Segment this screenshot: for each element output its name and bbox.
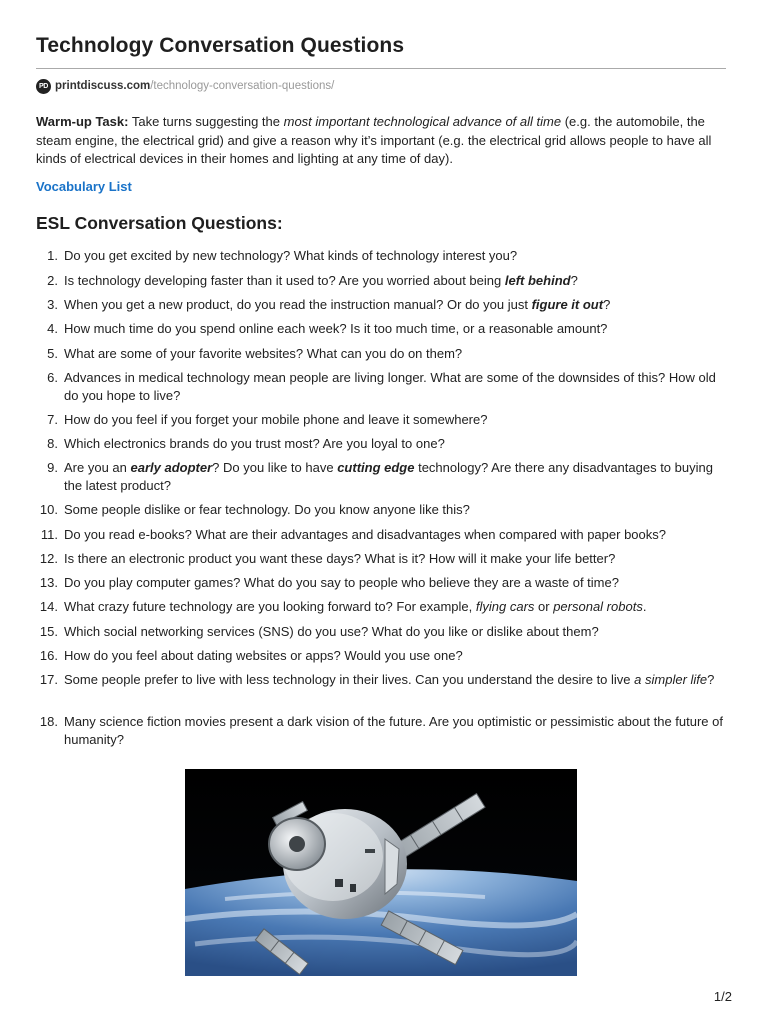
question-number: 14. — [39, 599, 58, 614]
question-number: 1. — [47, 248, 58, 263]
question-item — [36, 671, 726, 689]
question-text: Many science fiction movies present a dark vision of the future. Are you optimistic or pessimistic about the future of humanity? — [64, 714, 723, 747]
question-item — [36, 574, 726, 592]
question-number: 10. — [39, 502, 58, 517]
spacecraft-orbiting-earth-image — [185, 769, 577, 976]
question-text: Are you an early adopter? Do you like to have cutting edge technology? Are there any disadvantages to buying the latest product? — [64, 460, 713, 493]
printdiscuss-logo-icon: PD — [36, 79, 51, 94]
question-item — [36, 411, 726, 429]
vocabulary-list-link[interactable]: Vocabulary List — [36, 179, 132, 194]
question-number: 7. — [47, 412, 58, 427]
question-text: How much time do you spend online each week? Is it too much time, or a reasonable amount? — [64, 321, 608, 336]
question-number: 2. — [47, 273, 58, 288]
question-text: How do you feel about dating websites or apps? Would you use one? — [64, 648, 463, 663]
question-text: Which electronics brands do you trust most? Are you loyal to one? — [64, 436, 445, 451]
question-text: Is technology developing faster than it used to? Are you worried about being left behind? — [64, 273, 578, 288]
question-number: 5. — [47, 346, 58, 361]
warmup-task — [36, 113, 732, 169]
question-item — [36, 296, 726, 314]
question-item — [36, 526, 726, 544]
question-number: 17. — [39, 672, 58, 687]
source-domain[interactable]: printdiscuss.com — [55, 80, 151, 92]
question-item — [36, 598, 726, 616]
example-term: personal robots — [553, 599, 643, 614]
page-title: Technology Conversation Questions — [36, 34, 405, 57]
question-item — [36, 345, 726, 363]
section-heading: ESL Conversation Questions: — [36, 213, 283, 233]
vocab-term: figure it out — [531, 297, 604, 312]
question-text: Do you read e-books? What are their advantages and disadvantages when compared with paper books? — [64, 527, 666, 542]
question-item — [36, 550, 726, 568]
question-item — [36, 247, 726, 265]
question-number: 13. — [39, 575, 58, 590]
question-text: How do you feel if you forget your mobile phone and leave it somewhere? — [64, 412, 488, 427]
warmup-label: Warm-up Task: — [36, 114, 129, 129]
question-text: Some people prefer to live with less technology in their lives. Can you understand the desire to live a simpler life? — [64, 672, 715, 687]
example-term: flying cars — [475, 599, 535, 614]
question-text: Do you get excited by new technology? What kinds of technology interest you? — [64, 248, 518, 263]
source-path[interactable]: /technology-conversation-questions/ — [150, 80, 335, 92]
question-number: 9. — [47, 460, 58, 475]
question-text: Which social networking services (SNS) do you use? What do you like or dislike about them? — [64, 624, 599, 639]
question-text: When you get a new product, do you read the instruction manual? Or do you just figure it out? — [64, 297, 611, 312]
question-item — [36, 369, 726, 404]
page-number: 1/2 — [713, 989, 732, 1004]
source-line[interactable] — [36, 77, 334, 95]
question-number: 15. — [39, 624, 58, 639]
question-item — [36, 647, 726, 665]
vocab-term: left behind — [504, 273, 571, 288]
question-number: 16. — [39, 648, 58, 663]
example-term: a simpler life — [634, 672, 708, 687]
question-text: Advances in medical technology mean people are living longer. What are some of the downsides of this? How old do you hope to live? — [64, 370, 716, 403]
question-number: 6. — [47, 370, 58, 385]
vocab-term: early adopter — [130, 460, 213, 475]
question-item — [36, 713, 726, 748]
question-item — [36, 435, 726, 453]
question-text: What crazy future technology are you looking forward to? For example, flying cars or personal robots. — [64, 599, 647, 614]
question-text: Is there an electronic product you want these days? What is it? How will it make your life better? — [64, 551, 616, 566]
question-item — [36, 623, 726, 641]
question-number: 8. — [47, 436, 58, 451]
question-number: 18. — [39, 714, 58, 729]
vocab-term: cutting edge — [337, 460, 415, 475]
question-number: 4. — [47, 321, 58, 336]
question-text: Some people dislike or fear technology. Do you know anyone like this? — [64, 502, 470, 517]
question-number: 12. — [39, 551, 58, 566]
question-text: What are some of your favorite websites? What can you do on them? — [64, 346, 463, 361]
warmup-text-1: Take turns suggesting the — [128, 114, 284, 129]
warmup-text-2: (e.g. the automobile, the steam engine, the electrical grid) and give a reason why it’s important (e.g. the electrical grid allows people to have all kinds of electrical devices in their homes and lighting at any time of day). — [36, 114, 712, 166]
question-number: 3. — [47, 297, 58, 312]
title-divider — [36, 68, 726, 69]
question-item — [36, 272, 726, 290]
question-item — [36, 320, 726, 338]
question-item — [36, 501, 726, 519]
question-text: Do you play computer games? What do you say to people who believe they are a waste of time? — [64, 575, 619, 590]
question-item — [36, 459, 726, 494]
warmup-emphasis: most important technological advance of all time — [283, 114, 562, 129]
question-number: 11. — [40, 527, 58, 542]
